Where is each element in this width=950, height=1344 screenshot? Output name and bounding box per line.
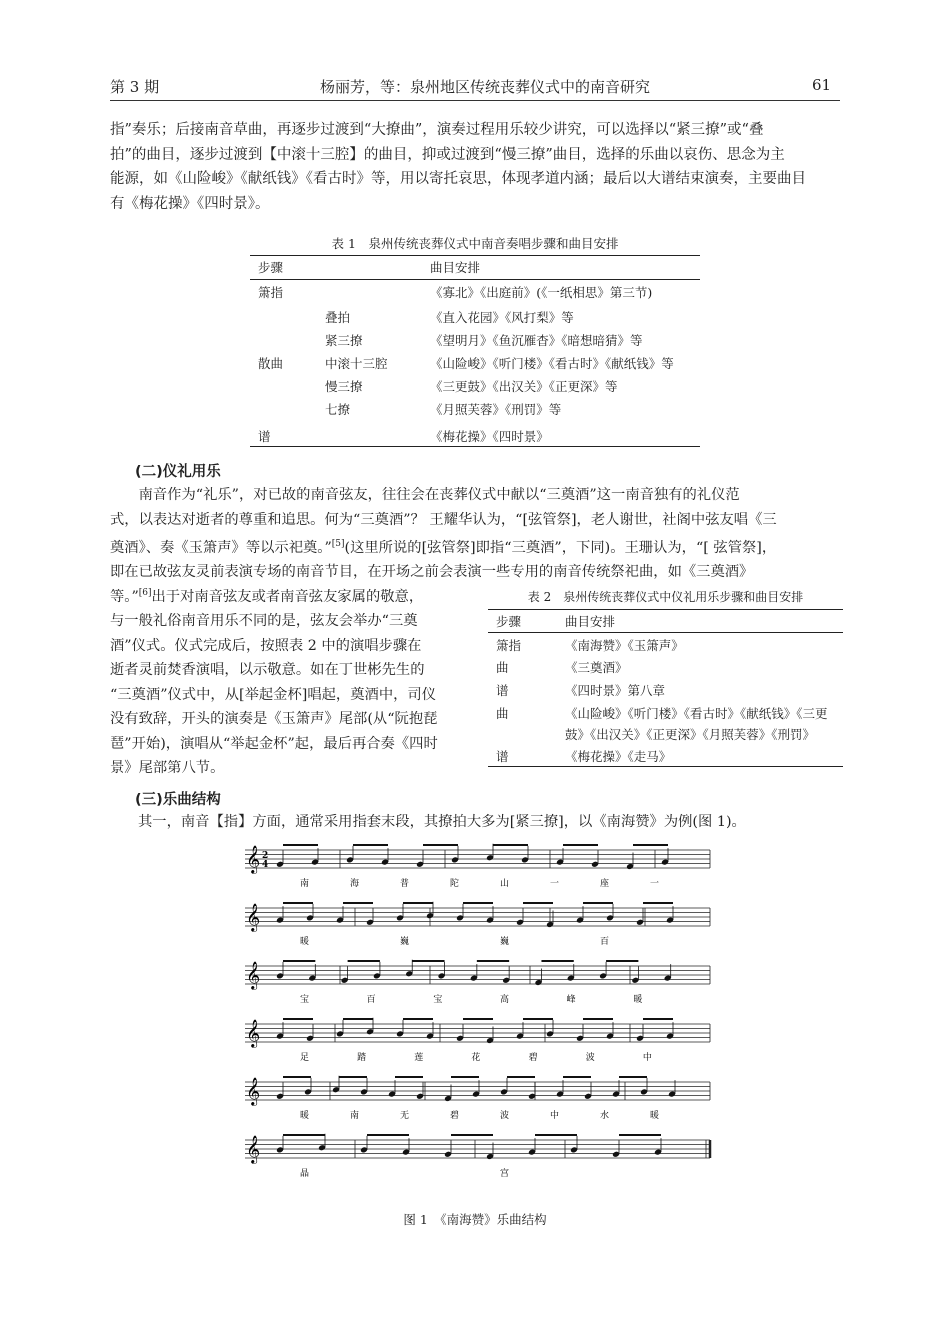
section2-narrow: [110, 581, 470, 781]
time-signature: 4: [262, 860, 269, 870]
lyric-syllable: 踏: [357, 1053, 367, 1063]
lyric-syllable: 一: [550, 879, 560, 889]
text-line: 与一般礼俗南音用乐不同的是，弦友会举办“三奠: [110, 613, 418, 630]
lyric-syllable: 陀: [450, 879, 460, 889]
lyric-syllable: 普: [400, 879, 410, 889]
lyric-syllable: 南: [300, 879, 310, 889]
lyric-syllable: 南: [350, 1111, 360, 1121]
lyric-syllable: 暖: [300, 1111, 310, 1121]
table2-caption: 表 2 泉州传统丧葬仪式中仪礼用乐步骤和曲目安排: [527, 590, 804, 604]
lyric-syllable: 海: [350, 879, 360, 889]
text-line: 景》尾部第八节。: [110, 760, 225, 777]
table1-header-step: 步骤: [258, 260, 284, 275]
text-line: 拍”的曲目，逐步过渡到【中滚十三腔】的曲目，抑或过渡到“慢三撩”曲目，选择的乐曲以哀伤、思念为主: [110, 146, 785, 163]
section2-paragraph: [110, 483, 845, 585]
lyric-syllable: 一: [650, 879, 660, 889]
time-signature: 2: [262, 851, 269, 861]
lyric-syllable: 百: [366, 995, 376, 1005]
lyric-syllable: 巍: [400, 937, 410, 947]
text-seg: 奠酒》、奏《玉箫声》等以示祀奠。”: [110, 539, 332, 556]
citation: [5]: [331, 539, 345, 549]
table1-pieces: 《山险峻》《听门楼》《看古时》《献纸钱》等: [430, 356, 674, 371]
treble-clef-icon: 𝄞: [246, 1077, 261, 1105]
table2-header-step: 步骤: [496, 614, 522, 629]
text-line: [110, 581, 470, 609]
text-line: 式，以表达对逝者的尊重和追思。何为“三奠酒”？ 王耀华认为，“[弦管祭]，老人谢世，社阁中弦友唱《三: [110, 511, 777, 528]
citation: [6]: [138, 588, 152, 598]
lyric-syllable: 山: [500, 879, 510, 889]
table-rule: [250, 279, 700, 280]
lyric-syllable: 碧: [450, 1111, 460, 1121]
table2-pieces: 鼓》《出汉关》《正更深》《月照芙蓉》《刑罚》: [565, 727, 816, 742]
table2-header-pieces: 曲目安排: [565, 614, 616, 629]
table2-step: 曲: [496, 660, 509, 675]
table-rule: [488, 766, 843, 767]
text-line: 能源，如《山险峻》《献纸钱》《看古时》等，用以寄托哀思，体现孝道内涵；最后以大谱结束演奏，主要曲目: [110, 171, 806, 187]
table1-header-pieces: 曲目安排: [430, 260, 481, 275]
journal-issue: 第 3 期: [110, 78, 160, 96]
page-number: 61: [812, 76, 832, 94]
text-line: 逝者灵前焚香演唱，以示敬意。如在丁世彬先生的: [110, 662, 425, 679]
text-line: 有《梅花操》《四时景》。: [110, 195, 270, 212]
table1-step: 散曲: [258, 356, 284, 371]
table1-step: 谱: [258, 429, 271, 444]
table1-pieces: 《月照芙蓉》《刑罚》等: [430, 402, 562, 417]
table2-pieces: 《四时景》第八章: [565, 683, 666, 698]
table1-substep: 叠拍: [325, 310, 351, 325]
table2-step: 谱: [496, 683, 509, 698]
table1-pieces: 《望明月》《鱼沉雁杳》《暗想暗猜》等: [430, 333, 643, 348]
treble-clef-icon: 𝄞: [246, 845, 261, 873]
text-line: 南音作为“礼乐”，对已故的南音弦友，往往会在丧葬仪式中献以“三奠酒”这一南音独有的礼仪范: [138, 487, 740, 503]
music-score-figure: [245, 840, 715, 1200]
lyric-syllable: 花: [471, 1053, 481, 1063]
text-seg: (这里所说的[弦管祭]即指“三奠酒”，下同)。王珊认为，“[ 弦管祭]，: [344, 539, 777, 556]
section-heading: (三)乐曲结构: [135, 792, 221, 808]
table1-pieces: 《三更鼓》《出汉关》《正更深》等: [430, 379, 618, 394]
text-line: 指”奏乐；后接南音草曲，再逐步过渡到“大撩曲”，演奏过程用乐较少讲究，可以选择以“紧三撩”或“叠: [110, 122, 764, 138]
table1-pieces: 《梅花操》《四时景》: [430, 429, 549, 444]
lyric-syllable: 座: [600, 879, 610, 889]
lyric-syllable: 暖: [633, 995, 643, 1005]
text-seg: 等。”: [110, 588, 139, 605]
table2-pieces: 《梅花操》《走马》: [565, 749, 672, 764]
lyric-syllable: 宝: [433, 995, 443, 1005]
lyric-syllable: 百: [600, 937, 610, 947]
table2-step: 箫指: [496, 638, 522, 653]
table1-caption: 表 1 泉州传统丧葬仪式中南音奏唱步骤和曲目安排: [331, 236, 619, 251]
text-line: “三奠酒”仪式中，从[举起金杯]唱起，奠酒中，司仪: [110, 686, 437, 703]
table-rule: [250, 446, 700, 447]
table1-substep: 慢三撩: [325, 379, 363, 394]
text-line: 没有致辞，开头的演奏是《玉箫声》尾部(从“阮抱琵: [110, 711, 438, 728]
text-line: [110, 532, 845, 560]
lyric-syllable: 中: [642, 1053, 652, 1063]
lyric-syllable: 足: [300, 1053, 310, 1063]
treble-clef-icon: 𝄞: [246, 961, 261, 989]
lyric-syllable: 峰: [566, 995, 576, 1005]
lyric-syllable: 暖: [650, 1111, 660, 1121]
text-seg: 出于对南音弦友或者南音弦友家属的敬意，: [151, 588, 424, 605]
text-line: 琶”开始)，演唱从“举起金杯”起，最后再合奏《四时: [110, 735, 438, 752]
text-line: 酒”仪式。仪式完成后，按照表 2 中的演唱步骤在: [110, 637, 422, 654]
lyric-syllable: 宫: [500, 1169, 510, 1179]
section3-text: 其一，南音【指】方面，通常采用指套末段，其撩拍大多为[紧三撩]，以《南海赞》为例(图 1)。: [138, 814, 746, 830]
lyric-syllable: 宝: [300, 995, 310, 1005]
lyric-syllable: 晶: [300, 1169, 310, 1179]
table1-substep: 七撩: [325, 402, 351, 417]
table1-substep: 紧三撩: [325, 333, 363, 348]
text-line: 即在已故弦友灵前表演专场的南音节目，在开场之前会表演一些专用的南音传统祭祀曲，如《三奠酒》: [110, 564, 754, 581]
header-rule: [110, 100, 840, 101]
table1-pieces: 《直入花园》《风打梨》等: [430, 310, 574, 325]
treble-clef-icon: 𝄞: [246, 903, 261, 931]
table2-step: 曲: [496, 706, 509, 721]
lyric-syllable: 碧: [528, 1053, 538, 1063]
table2-pieces: 《南海赞》《玉箫声》: [565, 638, 684, 653]
lyric-syllable: 暖: [300, 937, 310, 947]
table2-pieces: 《山险峻》《听门楼》《看古时》《献纸钱》《三更: [565, 706, 828, 721]
lyric-syllable: 水: [600, 1111, 610, 1121]
figure-caption: 图 1 《南海赞》乐曲结构: [403, 1212, 547, 1227]
table-rule: [250, 255, 700, 256]
treble-clef-icon: 𝄞: [246, 1135, 261, 1163]
lyric-syllable: 莲: [414, 1053, 424, 1063]
table-rule: [488, 609, 843, 610]
table1-pieces: 《寡北》《出庭前》(《一纸相思》第三节): [430, 285, 653, 300]
lyric-syllable: 无: [400, 1111, 410, 1121]
lyric-syllable: 巍: [500, 937, 510, 947]
table1-substep: 中滚十三腔: [325, 356, 388, 371]
running-title: 杨丽芳，等：泉州地区传统丧葬仪式中的南音研究: [320, 78, 651, 96]
lyric-syllable: 高: [500, 995, 510, 1005]
intro-paragraph: [110, 118, 845, 216]
table1-step: 箫指: [258, 285, 284, 300]
treble-clef-icon: 𝄞: [246, 1019, 261, 1047]
lyric-syllable: 波: [500, 1111, 510, 1121]
table-rule: [488, 632, 843, 633]
lyric-syllable: 波: [585, 1053, 595, 1063]
table2-step: 谱: [496, 749, 509, 764]
section-heading: (二)仪礼用乐: [135, 464, 221, 480]
table2-pieces: 《三奠酒》: [565, 660, 628, 675]
lyric-syllable: 中: [550, 1111, 560, 1121]
